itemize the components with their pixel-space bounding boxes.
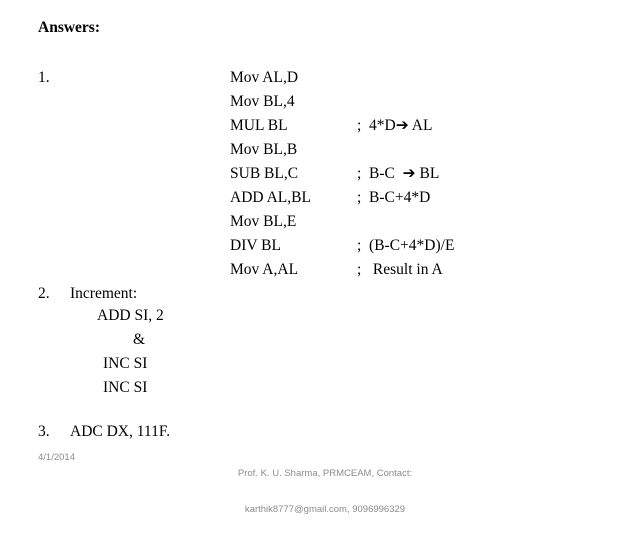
q2-line: ADD SI, 2	[97, 307, 164, 324]
q1-instruction: Mov BL,B	[230, 141, 298, 158]
q1-number: 1.	[38, 69, 50, 86]
q1-instruction: Mov A,AL	[230, 261, 299, 278]
answers-heading: Answers:	[38, 19, 100, 36]
q2-line: INC SI	[103, 379, 148, 396]
q1-instruction: Mov BL,4	[230, 93, 295, 110]
q1-comment: ; B-C ➔ BL	[357, 165, 440, 182]
q3-number: 3.	[38, 423, 50, 440]
footer-date: 4/1/2014	[38, 452, 75, 463]
q2-title: Increment:	[70, 285, 138, 302]
q1-instruction: ADD AL,BL	[230, 189, 311, 206]
q1-instruction: MUL BL	[230, 117, 288, 134]
q1-comment: ; 4*D➔ AL	[357, 117, 433, 134]
q1-instruction: Mov BL,E	[230, 213, 297, 230]
footer-credit	[210, 444, 440, 540]
q1-comment: ; B-C+4*D	[357, 189, 431, 206]
q2-number: 2.	[38, 285, 50, 302]
footer-credit-line1: Prof. K. U. Sharma, PRMCEAM, Contact:	[237, 468, 413, 479]
q1-instruction: SUB BL,C	[230, 165, 299, 182]
q1-instruction: Mov AL,D	[230, 69, 299, 86]
q2-line: &	[133, 331, 146, 348]
q1-comment: ; (B-C+4*D)/E	[357, 237, 455, 254]
q2-line: INC SI	[103, 355, 148, 372]
footer-credit-line2: karthik8777@gmail.com, 9096996329	[244, 504, 406, 515]
q1-comment: ; Result in A	[357, 261, 443, 278]
q3-text: ADC DX, 111F.	[70, 423, 171, 440]
q1-instruction: DIV BL	[230, 237, 281, 254]
